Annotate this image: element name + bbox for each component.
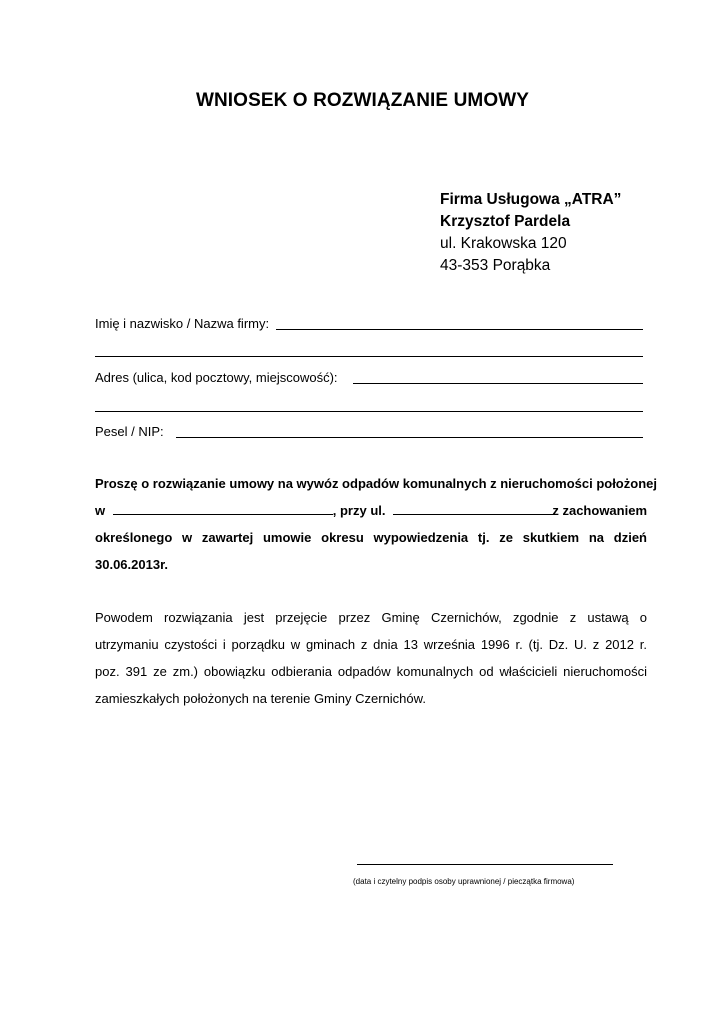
name-field-continuation-line[interactable] <box>95 356 643 357</box>
recipient-address-block <box>440 189 621 277</box>
reason-line-4: zamieszkałych położonych na terenie Gminy Czernichów. <box>95 691 426 706</box>
request-line-2 <box>95 503 647 518</box>
request-line-2-suffix: z zachowaniem <box>552 503 647 518</box>
reason-line-1: Powodem rozwiązania jest przejęcie przez Gminę Czernichów, zgodnie z ustawą o <box>95 610 647 625</box>
document-title: WNIOSEK O ROZWIĄZANIE UMOWY <box>195 90 530 111</box>
recipient-person: Krzysztof Pardela <box>440 213 571 230</box>
pesel-field-label: Pesel / NIP: <box>95 424 164 439</box>
reason-line-2: utrzymaniu czystości i porządku w gminach z dnia 13 września 1996 r. (tj. Dz. U. z 2012 r. <box>95 637 647 652</box>
address-field-continuation-line[interactable] <box>95 411 643 412</box>
signature-caption: (data i czytelny podpis osoby uprawnionej / pieczątka firmowa) <box>353 877 575 886</box>
address-field-line[interactable] <box>353 383 643 384</box>
request-line-4: 30.06.2013r. <box>95 557 169 572</box>
locality-blank[interactable] <box>113 503 333 515</box>
recipient-street: ul. Krakowska 120 <box>440 235 567 252</box>
reason-line-3: poz. 391 ze zm.) obowiązku odbierania odpadów komunalnych od właścicieli nieruchomości <box>95 664 647 679</box>
request-street-connector: , przy ul. <box>332 503 386 518</box>
request-line-1: Proszę o rozwiązanie umowy na wywóz odpadów komunalnych z nieruchomości położonej <box>95 476 657 491</box>
recipient-postal-city: 43-353 Porąbka <box>440 257 551 274</box>
street-blank[interactable] <box>393 503 557 515</box>
name-field-line[interactable] <box>276 329 643 330</box>
request-line-3: określonego w zawartej umowie okresu wypowiedzenia tj. ze skutkiem na dzień <box>95 530 647 545</box>
address-field-label: Adres (ulica, kod pocztowy, miejscowość): <box>95 370 338 385</box>
request-w-prefix: w <box>95 503 106 518</box>
recipient-company: Firma Usługowa „ATRA” <box>440 191 622 208</box>
name-field-label: Imię i nazwisko / Nazwa firmy: <box>95 316 270 331</box>
signature-line[interactable] <box>357 864 613 865</box>
pesel-field-line[interactable] <box>176 437 643 438</box>
